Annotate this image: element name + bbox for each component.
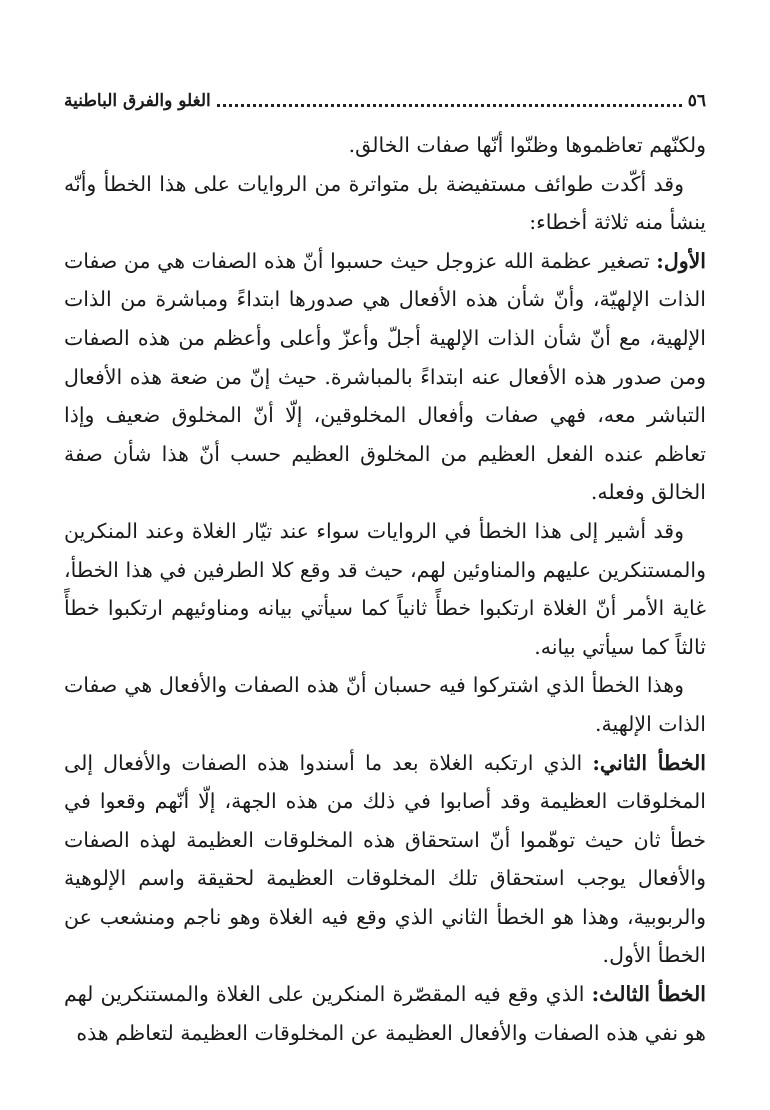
paragraph-lead: الخطأ الثاني:: [592, 750, 706, 775]
paragraph: [64, 975, 706, 1052]
paragraph: [64, 744, 706, 976]
paragraph: [64, 666, 706, 743]
paragraph-text: وقد أشير إلى هذا الخطأ في الروايات سواء عند تيّار الغلاة وعند المنكرين والمستنكرين عليهم والمناوئين لهم، حيث قد وقع كلا الطرفين في هذا الخطأ، غاية الأمر أنّ الغلاة ارتكبوا خطأً ثانياً كما سيأتي بيانه ومناوئيهم ارتكبوا خطأً ثالثاً كما سيأتي بيانه.: [64, 518, 706, 659]
paragraph: [64, 126, 706, 165]
paragraph-text: وهذا الخطأ الذي اشتركوا فيه حسبان أنّ هذه الصفات والأفعال هي صفات الذات الإلهية.: [64, 673, 706, 736]
paragraph: [64, 165, 706, 242]
paragraph: [64, 512, 706, 666]
paragraph-text: وقد أكّدت طوائف مستفيضة بل متواترة من الروايات على هذا الخطأ وأنّه ينشأ منه ثلاثة أخطاء:: [64, 171, 706, 235]
body-text: [64, 126, 706, 1052]
page-header: [64, 88, 706, 114]
paragraph-text: الذي وقع فيه المقصّرة المنكرين على الغلاة والمستنكرين لهم هو نفي هذه الصفات والأفعال العظيمة عن المخلوقات العظيمة لتعاظم هذه: [64, 982, 706, 1045]
paragraph-text: الذي ارتكبه الغلاة بعد ما أسندوا هذه الصفات والأفعال إلى المخلوقات العظيمة وقد أصابوا في ذلك من هذه الجهة، إلّا أنّهم وقعوا في خطأ ثان حيث توهّموا أنّ استحقاق هذه المخلوقات العظيمة لهذه الصفات والأفعال يوجب استحقاق تلك المخلوقات العظيمة لحقيقة واسم الإلوهية والربوبية، وهذا هو الخطأ الثاني الذي وقع فيه الغلاة وهو ناجم ومنشعب عن الخطأ الأول.: [64, 750, 706, 968]
paragraph-text: تصغير عظمة الله عزوجل حيث حسبوا أنّ هذه الصفات هي من صفات الذات الإلهيّة، وأنّ شأن هذه الأفعال هي صدورها ابتداءً ومباشرة من الذات الإلهية، مع أنّ شأن الذات الإلهية أجلّ وأعزّ وأعلى وأعظم من هذه الصفات ومن صدور هذه الأفعال عنه ابتداءً بالمباشرة. حيث إنّ من ضعة هذه الأفعال التباشر معه، فهي صفات وأفعال المخلوقين، إلّا أنّ المخلوق ضعيف وإذا تعاظم عنده الفعل العظيم من المخلوق العظيم حسب أنّ هذا شأن صفة الخالق وفعله.: [64, 248, 706, 505]
running-title: الغلو والفرق الباطنية: [64, 91, 211, 111]
paragraph-lead: الخطأ الثالث:: [591, 982, 706, 1007]
paragraph-text: ولكنّهم تعاظموها وظنّوا أنّها صفات الخالق.: [348, 133, 706, 157]
paragraph: [64, 242, 706, 512]
header-dotted-leader: [217, 104, 682, 107]
page-number: ٥٦: [687, 91, 706, 111]
paragraph-lead: الأول:: [656, 248, 706, 273]
